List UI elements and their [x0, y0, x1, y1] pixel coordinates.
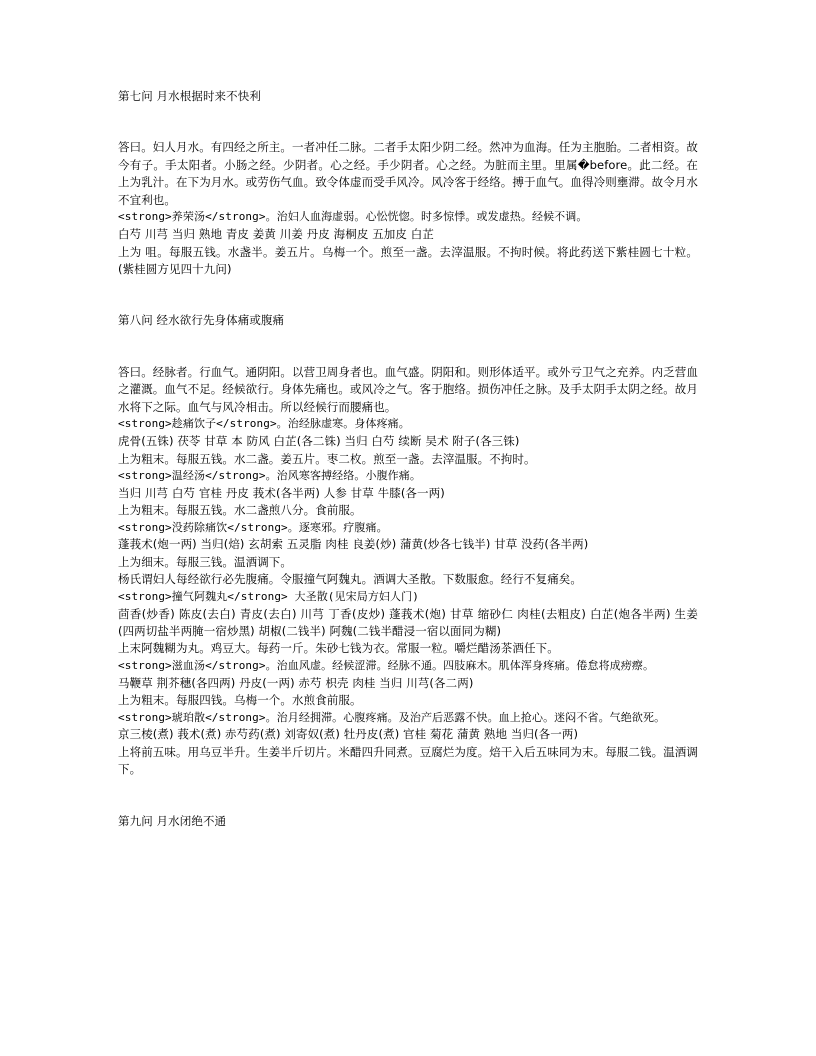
paragraph: 蓬莪术(炮一两) 当归(焙) 玄胡索 五灵脂 肉桂 良姜(炒) 蒲黄(炒各七钱半) 甘草 没药(各半两) — [118, 537, 589, 552]
paragraph: <strong>温经汤</strong>。治风寒客搏经络。小腹作痛。 — [118, 469, 421, 482]
section-q7 — [118, 88, 698, 278]
paragraph: <strong>趁痛饮子</strong>。治经脉虚寒。身体疼痛。 — [118, 417, 410, 431]
section-spacer — [118, 278, 698, 312]
paragraph: 答曰。经脉者。行血气。通阴阳。以营卫周身者也。血气盛。阴阳和。则形体适平。或外亏卫气之充养。内乏营血之灌溉。血气不足。经候欲行。身体先痛也。或风冷之气。客于胞络。损伤冲任之脉。及手太阴手太阴之经。故月水将下之际。血气与风冷相击。所以经候行而腰痛也。 — [118, 364, 698, 414]
section-spacer — [118, 779, 698, 813]
paragraph: 杨氏谓妇人每经欲行必先腹痛。令服撞气阿魏丸。酒调大圣散。下数服愈。经行不复痛矣。 — [118, 572, 582, 587]
paragraph: 上末阿魏糊为丸。鸡豆大。每药一斤。朱砂七钱为衣。常服一粒。嚼烂醋汤茶酒任下。 — [118, 641, 559, 656]
paragraph: 上为 咀。每服五钱。水盏半。姜五片。乌梅一个。煎至一盏。去滓温服。不拘时候。将此药送下紫桂圆七十粒。(紫桂圆方见四十九问) — [118, 244, 698, 276]
paragraph: 当归 川芎 白芍 官桂 丹皮 莪术(各半两) 人参 甘草 牛膝(各一两) — [118, 485, 445, 500]
paragraph: 上为粗末。每服五钱。水二盏。姜五片。枣二枚。煎至一盏。去滓温服。不拘时。 — [118, 451, 536, 466]
paragraph: 虎骨(五铢) 茯苓 甘草 本 防风 白芷(各二铢) 当归 白芍 续断 吴术 附子(各三铢) — [118, 434, 520, 449]
section-q8 — [118, 312, 698, 778]
paragraph: <strong>滋血汤</strong>。治血风虚。经候涩滞。经脉不通。四肢麻木。肌体浑身疼痛。倦怠将成痨瘵。 — [118, 658, 655, 672]
paragraph: <strong>养荣汤</strong>。治妇人血海虚弱。心忪恍惚。时多惊悸。或发虚热。经候不调。 — [118, 210, 588, 224]
paragraph: 茴香(炒香) 陈皮(去白) 青皮(去白) 川芎 丁香(皮炒) 蓬莪术(炮) 甘草 缩砂仁 肉桂(去粗皮) 白芷(炮各半两) 生姜(四两切盐半两腌一宿炒黑) 胡椒(二钱半) 阿魏(二钱半醋浸一宿以面同为糊) — [118, 606, 698, 638]
paragraph: <strong>没药除痛饮</strong>。逐寒邪。疗腹痛。 — [118, 520, 388, 534]
section-heading-q7: 第七问 月水根据时来不快利 — [118, 89, 261, 103]
paragraph: <strong>琥珀散</strong>。治月经拥滞。心腹疼痛。及治产后恶露不快。血上抢心。迷闷不省。气绝欲死。 — [118, 710, 666, 724]
section-q9 — [118, 813, 698, 830]
paragraph: 答曰。妇人月水。有四经之所主。一者冲任二脉。二者手太阳少阴二经。然冲为血海。任为主胞胎。二者相资。故今有子。手太阳者。小肠之经。少阴者。心之经。手少阴者。心之经。为脏而主里。里属�before。此二经。在上为乳汁。在下为月水。或劳伤气血。致令体虚而受手风冷。风冷客于经络。搏于血气。血得冷则壅滞。故令月水不宜利也。 — [118, 140, 698, 207]
paragraph: 京三棱(煮) 莪术(煮) 赤芍药(煮) 刘寄奴(煮) 牡丹皮(煮) 官桂 菊花 蒲黄 熟地 当归(各一两) — [118, 727, 579, 742]
paragraph: 上为粗末。每服四钱。乌梅一个。水煎食前服。 — [118, 693, 362, 708]
paragraph: 白芍 川芎 当归 熟地 青皮 姜黄 川姜 丹皮 海桐皮 五加皮 白芷 — [118, 227, 434, 242]
paragraph: 上将前五味。用乌豆半升。生姜半斤切片。米醋四升同煮。豆腐烂为度。焙干入后五味同为末。每服二钱。温酒调下。 — [118, 744, 698, 777]
section-heading-q8: 第八问 经水欲行先身体痛或腹痛 — [118, 313, 285, 328]
paragraph: <strong>撞气阿魏丸</strong> 大圣散(见宋局方妇人门) — [118, 589, 419, 603]
paragraph: 上为细末。每服三钱。温酒调下。 — [118, 554, 292, 569]
document-body — [118, 88, 698, 830]
paragraph: 马鞭草 荆芥穗(各四两) 丹皮(一两) 赤芍 枳壳 肉桂 当归 川芎(各二两) — [118, 675, 474, 690]
paragraph: 上为粗末。每服五钱。水二盏煎八分。食前服。 — [118, 503, 362, 518]
section-heading-q9: 第九问 月水闭绝不通 — [118, 813, 227, 828]
